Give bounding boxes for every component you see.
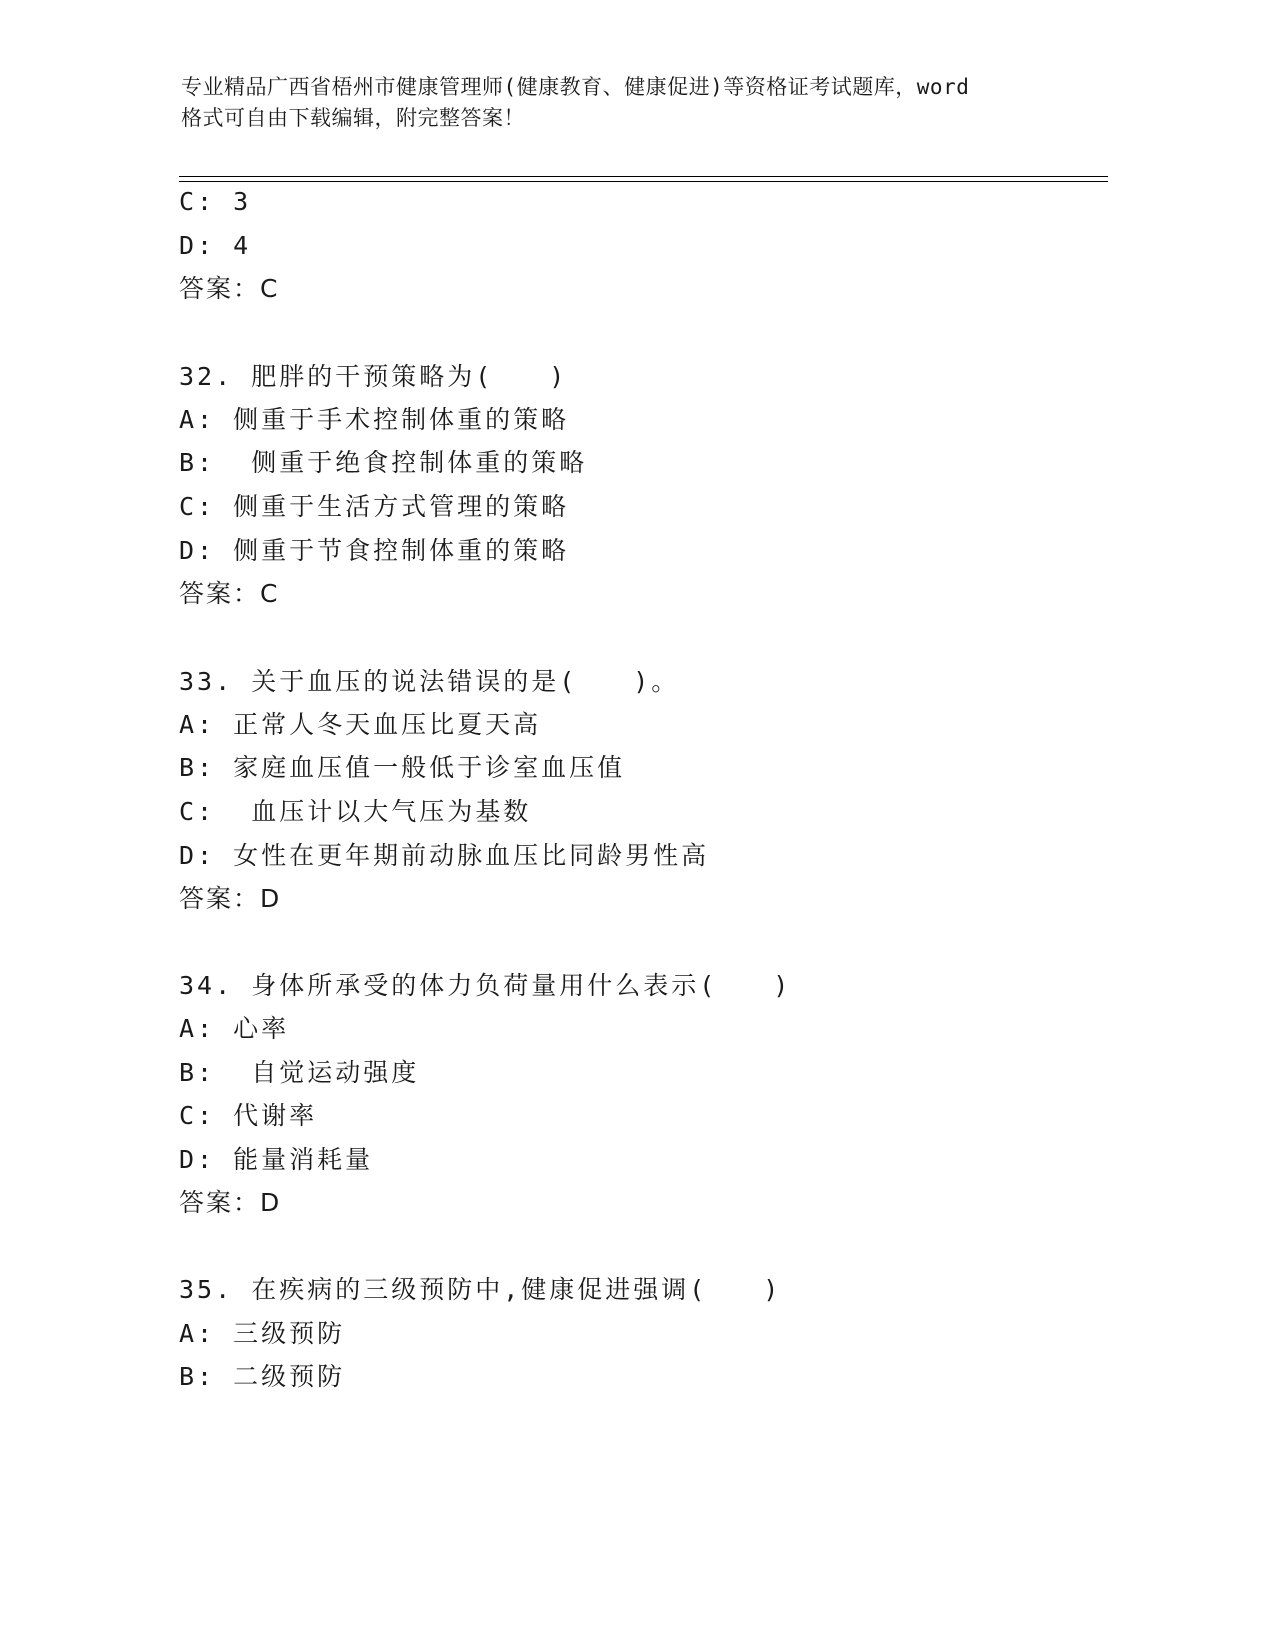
option-line: C: 3 — [179, 187, 252, 216]
option-line: C: 代谢率 — [179, 1101, 318, 1130]
option-line: C: 血压计以大气压为基数 — [179, 797, 532, 826]
header-line-2: 格式可自由下载编辑，附完整答案！ — [181, 106, 525, 130]
option-line: B: 家庭血压值一般低于诊室血压值 — [179, 753, 626, 782]
header-divider-double — [179, 181, 1108, 182]
option-line: B: 二级预防 — [179, 1362, 346, 1391]
answer-line: 答案：D — [179, 1188, 282, 1217]
option-line: A: 正常人冬天血压比夏天高 — [179, 710, 542, 739]
option-line: D: 能量消耗量 — [179, 1145, 374, 1174]
option-line: A: 侧重于手术控制体重的策略 — [179, 405, 570, 434]
document-header — [181, 72, 1061, 134]
question-line: 35. 在疾病的三级预防中,健康促进强调( ) — [179, 1275, 782, 1304]
answer-line: 答案：D — [179, 884, 282, 913]
option-line: D: 4 — [179, 231, 252, 260]
option-line: A: 三级预防 — [179, 1319, 346, 1348]
option-line: B: 自觉运动强度 — [179, 1058, 420, 1087]
question-line: 32. 肥胖的干预策略为( ) — [179, 362, 568, 391]
option-line: B: 侧重于绝食控制体重的策略 — [179, 448, 588, 477]
header-divider — [179, 176, 1108, 177]
question-line: 34. 身体所承受的体力负荷量用什么表示( ) — [179, 971, 792, 1000]
option-line: D: 女性在更年期前动脉血压比同龄男性高 — [179, 841, 710, 870]
answer-line: 答案：C — [179, 579, 280, 608]
answer-line: 答案：C — [179, 274, 280, 303]
option-line: A: 心率 — [179, 1014, 290, 1043]
option-line: D: 侧重于节食控制体重的策略 — [179, 536, 570, 565]
option-line: C: 侧重于生活方式管理的策略 — [179, 492, 570, 521]
header-line-1: 专业精品广西省梧州市健康管理师(健康教育、健康促进)等资格证考试题库，word — [181, 75, 970, 99]
question-line: 33. 关于血压的说法错误的是( )。 — [179, 667, 680, 696]
